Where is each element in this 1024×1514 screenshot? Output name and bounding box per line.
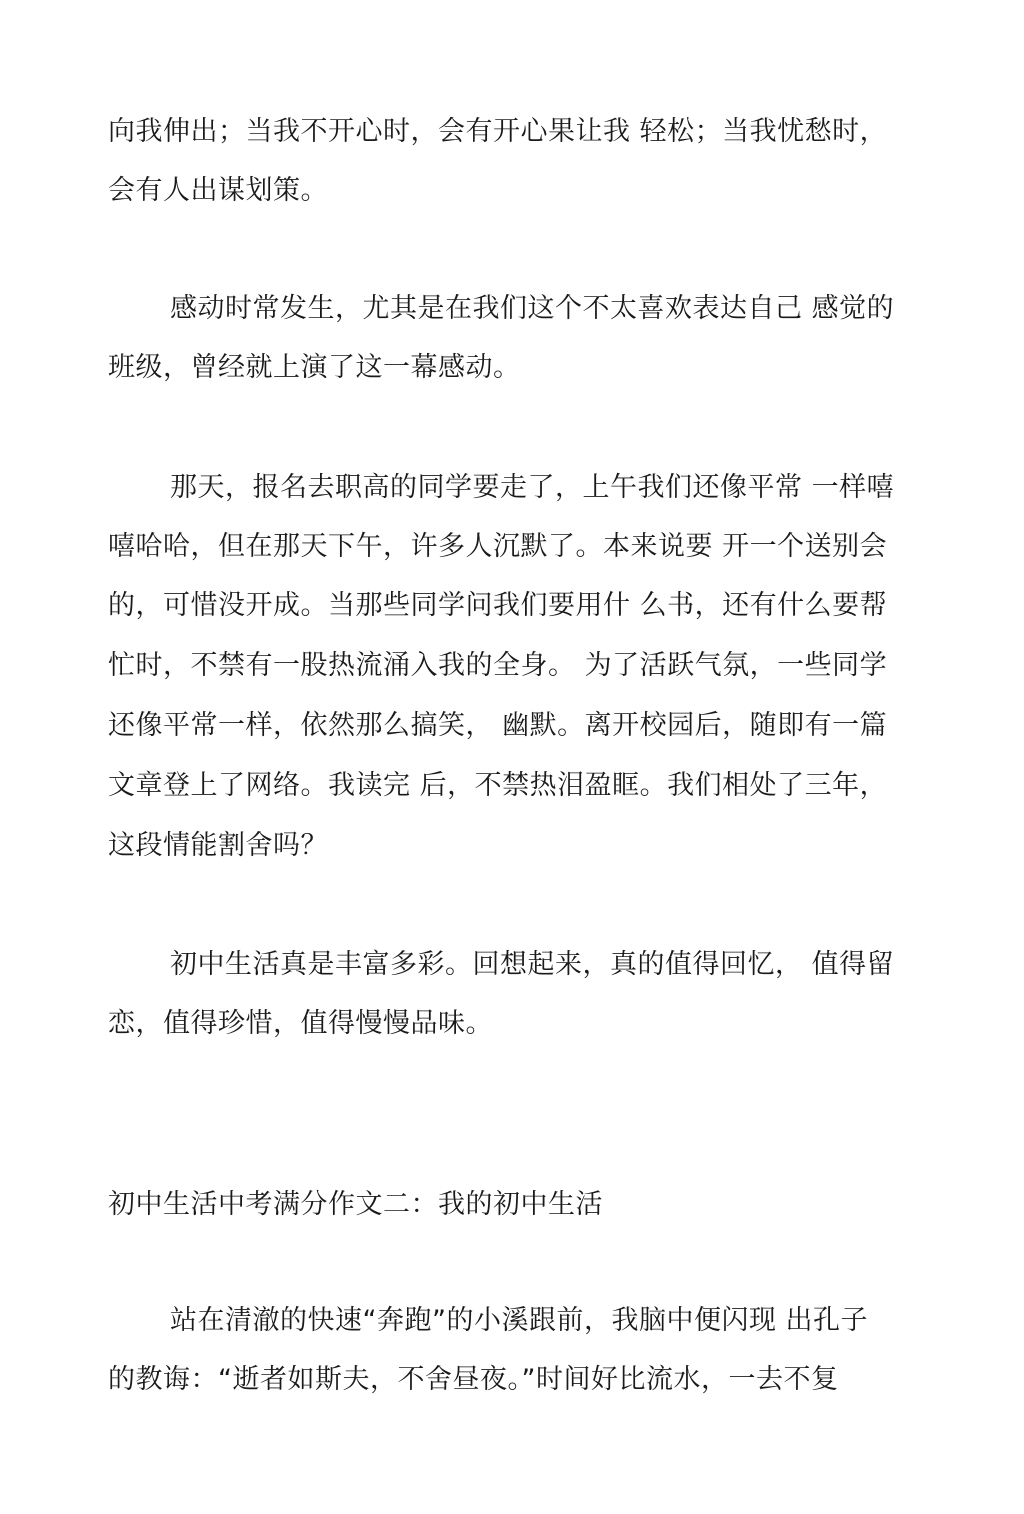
paragraph-farewell-line-5: 还像平常一样，依然那么搞笑， 幽默。离开校园后，随即有一篇 <box>108 710 888 741</box>
paragraph-stream-line-1: 站在清澈的快速“奔跑”的小溪跟前，我脑中便闪现 出孔子 <box>170 1305 869 1336</box>
paragraph-memories-line-2: 恋，值得珍惜，值得慢慢品味。 <box>108 1008 493 1039</box>
paragraph-farewell-line-6: 文章登上了网络。我读完 后，不禁热泪盈眶。我们相处了三年， <box>108 770 888 801</box>
paragraph-farewell-line-7: 这段情能割舍吗？ <box>108 830 328 861</box>
paragraph-memories-line-1: 初中生活真是丰富多彩。回想起来，真的值得回忆， 值得留 <box>170 949 895 980</box>
paragraph-moved-line-2: 班级，曾经就上演了这一幕感动。 <box>108 352 521 383</box>
paragraph-intro-end-line-1: 向我伸出；当我不开心时，会有开心果让我 轻松；当我忧愁时， <box>108 116 888 147</box>
paragraph-farewell-line-1: 那天，报名去职高的同学要走了，上午我们还像平常 一样嘻 <box>170 472 895 503</box>
section-title: 初中生活中考满分作文二：我的初中生活 <box>108 1189 603 1220</box>
paragraph-farewell-line-2: 嘻哈哈，但在那天下午，许多人沉默了。本来说要 开一个送别会 <box>108 531 888 562</box>
paragraph-intro-end-line-2: 会有人出谋划策。 <box>108 175 328 206</box>
paragraph-farewell-line-4: 忙时，不禁有一股热流涌入我的全身。 为了活跃气氛，一些同学 <box>108 650 888 681</box>
paragraph-moved-line-1: 感动时常发生，尤其是在我们这个不太喜欢表达自己 感觉的 <box>170 293 895 324</box>
paragraph-farewell-line-3: 的，可惜没开成。当那些同学问我们要用什 么书，还有什么要帮 <box>108 590 888 621</box>
paragraph-stream-line-2: 的教诲：“逝者如斯夫，不舍昼夜。”时间好比流水，一去不复 <box>108 1364 839 1395</box>
